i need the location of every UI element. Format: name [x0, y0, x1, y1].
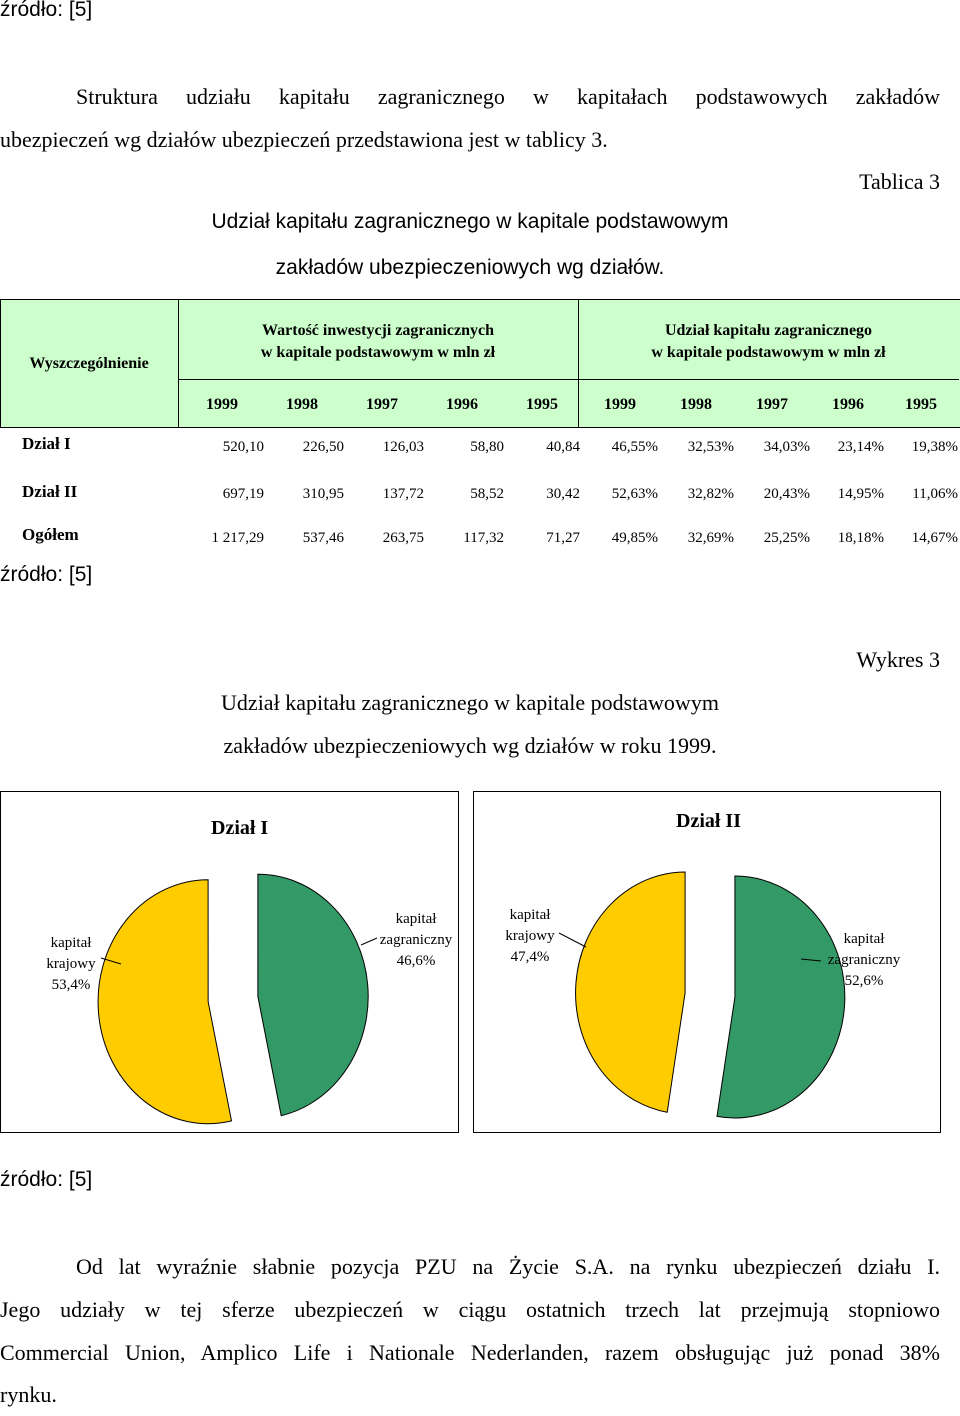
table-cell: 537,46: [302, 530, 344, 546]
label-line: zagraniczny: [827, 952, 901, 968]
closing-line-1: Od lat wyraźnie słabnie pozycja PZU na Życie S.A. na rynku ubezpieczeń działu I.: [76, 1254, 940, 1279]
pie-2-label-domestic: [499, 905, 561, 968]
table-title-line-1: Udział kapitału zagranicznego w kapitale podstawowym: [211, 210, 729, 233]
header-group1-line2: w kapitale podstawowym w mln zł: [260, 344, 496, 361]
table-cell: 34,03%: [763, 439, 810, 455]
table-cell: 40,84: [546, 439, 580, 455]
year-header: 1997: [366, 396, 398, 413]
year-header: 1996: [446, 396, 478, 413]
table-cell: 263,75: [382, 530, 424, 546]
table-cell: 697,19: [222, 486, 264, 502]
table-label: Tablica 3: [859, 169, 940, 194]
table-cell: 520,10: [222, 439, 264, 455]
table-cell: 49,85%: [611, 530, 658, 546]
chart-source: źródło: [5]: [0, 1168, 93, 1191]
table-cell: 19,38%: [911, 439, 958, 455]
chart-dzial-2: [473, 791, 941, 1133]
chart-2-title: Dział II: [676, 810, 741, 832]
table-cell: 20,43%: [763, 486, 810, 502]
table-cell: 52,63%: [611, 486, 658, 502]
top-source: źródło: [5]: [0, 0, 93, 21]
table-cell: 1 217,29: [211, 530, 264, 546]
table-cell: 226,50: [302, 439, 344, 455]
header-group1-line1: Wartość inwestycji zagranicznych: [262, 322, 494, 339]
table-cell: 32,69%: [687, 530, 734, 546]
table-cell: 117,32: [463, 530, 504, 546]
pct-label: 47,4%: [510, 949, 550, 965]
year-header: 1995: [526, 396, 558, 413]
chart-label: Wykres 3: [856, 647, 940, 672]
pie-1-label-domestic: [36, 933, 106, 996]
pct-label: 52,6%: [844, 973, 884, 989]
label-line: krajowy: [46, 956, 96, 972]
pie-slice-domestic: [98, 880, 231, 1124]
table-source: źródło: [5]: [0, 563, 93, 586]
table-cell: 14,95%: [837, 486, 884, 502]
label-line: kapitał: [843, 931, 885, 947]
data-table: [0, 299, 960, 559]
row-label-ogolem: Ogółem: [22, 525, 79, 544]
pct-label: 53,4%: [51, 977, 91, 993]
header-group2-line2: w kapitale podstawowym w mln zł: [651, 344, 886, 361]
header-group2-line1: Udział kapitału zagranicznego: [664, 322, 873, 339]
year-header: 1996: [832, 396, 864, 413]
header-col0: Wyszczególnienie: [29, 355, 149, 372]
table-cell: 25,25%: [763, 530, 810, 546]
table-cell: 32,53%: [687, 439, 734, 455]
table-cell: 71,27: [546, 530, 580, 546]
table-cell: 58,52: [470, 486, 504, 502]
table-cell: 32,82%: [687, 486, 734, 502]
table-title-line-2: zakładów ubezpieczeniowych wg działów.: [275, 256, 665, 279]
year-header: 1999: [206, 396, 238, 413]
intro-line-2: ubezpieczeń wg działów ubezpieczeń przedstawiona jest w tablicy 3.: [0, 127, 608, 152]
table-cell: 126,03: [382, 439, 424, 455]
pie-slice-foreign: [258, 874, 368, 1115]
chart-title-line-1: Udział kapitału zagranicznego w kapitale podstawowym: [221, 690, 719, 715]
closing-line-3: Commercial Union, Amplico Life i Nationale Nederlanden, razem obsługując już ponad 38%: [0, 1340, 940, 1365]
pie-1-label-foreign: [371, 909, 461, 972]
year-header: 1998: [286, 396, 318, 413]
leader-line: [559, 933, 586, 947]
label-line: krajowy: [505, 928, 555, 944]
intro-line-1: Struktura udziału kapitału zagranicznego w kapitałach podstawowych zakładów: [76, 84, 940, 109]
year-header: 1999: [604, 396, 636, 413]
label-line: kapitał: [50, 935, 92, 951]
closing-line-4: rynku.: [0, 1382, 57, 1407]
row-label-dzial-2: Dział II: [22, 482, 78, 501]
table-cell: 137,72: [382, 486, 424, 502]
table-cell: 46,55%: [611, 439, 658, 455]
pie-slice-foreign: [717, 876, 845, 1118]
row-label-dzial-1: Dział I: [22, 434, 71, 453]
table-cell: 58,80: [470, 439, 504, 455]
label-line: kapitał: [509, 907, 551, 923]
table-cell: 310,95: [302, 486, 344, 502]
pie-slice-domestic: [576, 872, 686, 1112]
table-cell: 14,67%: [911, 530, 958, 546]
year-header: 1995: [905, 396, 937, 413]
chart-1-title: Dział I: [211, 817, 269, 839]
year-header: 1997: [756, 396, 788, 413]
pie-2-label-foreign: [819, 929, 909, 992]
label-line: kapitał: [395, 911, 437, 927]
table-cell: 23,14%: [837, 439, 884, 455]
table-cell: 11,06%: [912, 486, 958, 502]
table-cell: 30,42: [546, 486, 580, 502]
chart-title-line-2: zakładów ubezpieczeniowych wg działów w roku 1999.: [223, 733, 717, 758]
header-divider: [178, 379, 959, 380]
closing-line-2: Jego udziały w tej sferze ubezpieczeń w ciągu ostatnich trzech lat przejmują stopniowo: [0, 1297, 940, 1322]
chart-dzial-1: [0, 791, 459, 1133]
year-header: 1998: [680, 396, 712, 413]
table-cell: 18,18%: [837, 530, 884, 546]
pct-label: 46,6%: [396, 953, 436, 969]
label-line: zagraniczny: [379, 932, 453, 948]
